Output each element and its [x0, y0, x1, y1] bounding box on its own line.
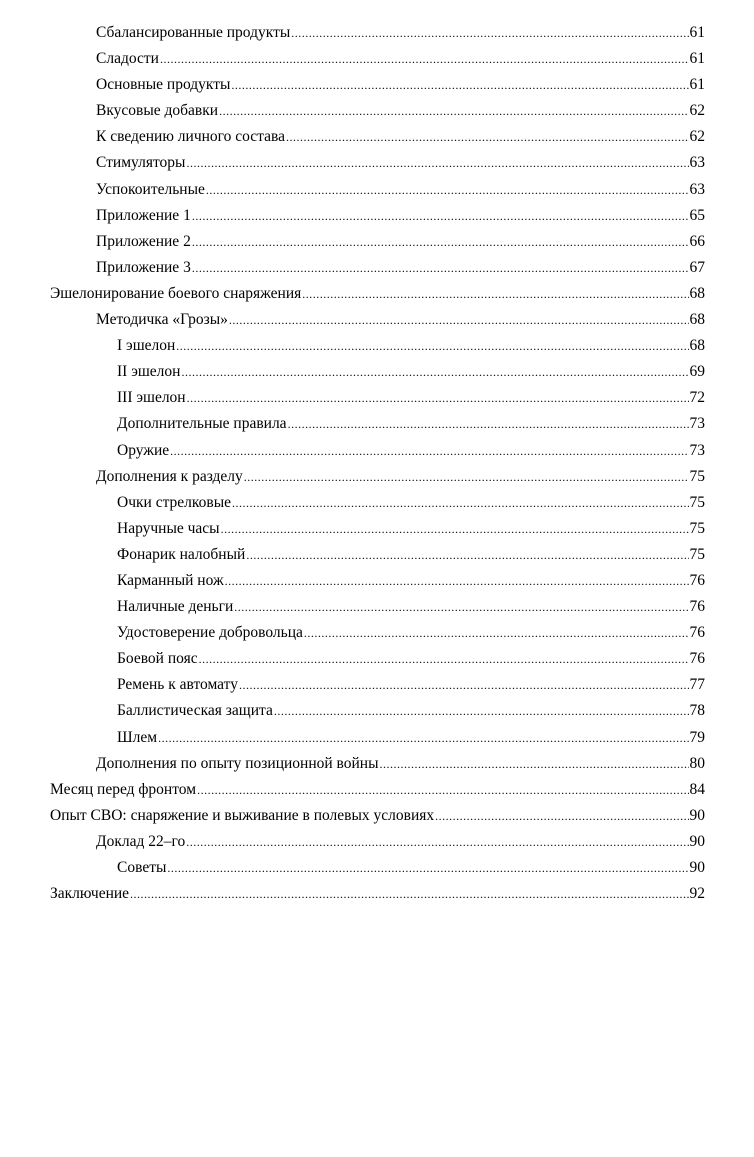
- toc-entry-line: [117, 725, 705, 751]
- toc-entry-line: [117, 620, 705, 646]
- toc-entry-page-number: 76: [689, 650, 705, 668]
- toc-entry-title: Дополнения по опыту позиционной войны: [96, 754, 379, 772]
- dot-leader: [130, 881, 688, 907]
- toc-entry-page-number: 84: [689, 780, 705, 798]
- toc-entry-page-number: 76: [689, 624, 705, 642]
- toc-entry-line: [96, 46, 705, 72]
- dot-leader: [302, 281, 688, 307]
- toc-entry-title: Удостоверение добровольца: [117, 624, 303, 642]
- toc-entry[interactable]: [0, 150, 754, 176]
- toc-entry[interactable]: [0, 255, 754, 281]
- dot-leader: [170, 438, 688, 464]
- toc-entry[interactable]: [0, 542, 754, 568]
- toc-entry-page-number: 65: [689, 206, 705, 224]
- toc-entry-page-number: 80: [689, 754, 705, 772]
- table-of-contents: [0, 20, 754, 907]
- dot-leader: [158, 725, 688, 751]
- toc-entry-title: Дополнительные правила: [117, 415, 287, 433]
- toc-entry-line: [96, 150, 705, 176]
- toc-entry[interactable]: [0, 307, 754, 333]
- toc-entry-title: Дополнения к разделу: [96, 467, 243, 485]
- toc-entry-line: [50, 803, 705, 829]
- toc-entry-line: [96, 229, 705, 255]
- toc-entry-page-number: 77: [689, 676, 705, 694]
- dot-leader: [192, 203, 689, 229]
- toc-entry-line: [50, 881, 705, 907]
- toc-entry-title: Доклад 22–го: [96, 832, 186, 850]
- toc-entry-title: Наличные деньги: [117, 598, 234, 616]
- toc-entry-line: [117, 855, 705, 881]
- toc-entry-title: Опыт СВО: снаряжение и выживание в полевых условиях: [50, 806, 435, 824]
- toc-entry-title: Советы: [117, 859, 167, 876]
- dot-leader: [291, 20, 688, 46]
- toc-entry-page-number: 79: [689, 728, 705, 746]
- toc-entry-page-number: 75: [689, 493, 705, 511]
- toc-entry-title: Наручные часы: [117, 519, 220, 537]
- toc-entry-title: Стимуляторы: [96, 154, 186, 172]
- toc-entry-line: [96, 255, 705, 281]
- toc-entry-title: Эшелонирование боевого снаряжения: [50, 284, 302, 302]
- toc-entry[interactable]: [0, 490, 754, 516]
- toc-entry-page-number: 76: [689, 598, 705, 616]
- toc-entry-page-number: 66: [689, 232, 705, 250]
- dot-leader: [199, 646, 689, 672]
- toc-entry-title: Приложение 3: [96, 258, 191, 276]
- dot-leader: [234, 594, 688, 620]
- toc-entry-page-number: 63: [689, 180, 705, 198]
- toc-entry-title: К сведению личного состава: [96, 128, 286, 146]
- toc-entry-title: Вкусовые добавки: [96, 102, 219, 120]
- toc-entry[interactable]: [0, 672, 754, 698]
- toc-entry[interactable]: [0, 177, 754, 203]
- toc-entry-page-number: 68: [689, 311, 705, 329]
- toc-entry-page-number: 90: [689, 806, 705, 824]
- toc-entry-line: [96, 72, 705, 98]
- toc-entry-title: II эшелон: [117, 363, 181, 381]
- toc-entry-title: Методичка «Грозы»: [96, 311, 228, 329]
- toc-entry[interactable]: [0, 725, 754, 751]
- toc-entry-line: [117, 516, 705, 542]
- toc-entry-line: [96, 829, 705, 855]
- toc-entry-page-number: 68: [689, 284, 705, 302]
- toc-entry-title: Заключение: [50, 885, 130, 903]
- toc-entry[interactable]: [0, 698, 754, 724]
- toc-entry[interactable]: [0, 229, 754, 255]
- toc-entry-title: III эшелон: [117, 389, 186, 407]
- toc-entry-title: Месяц перед фронтом: [50, 780, 197, 798]
- toc-entry[interactable]: [0, 464, 754, 490]
- toc-entry[interactable]: [0, 98, 754, 124]
- toc-entry[interactable]: [0, 855, 754, 881]
- dot-leader: [181, 359, 688, 385]
- toc-entry-title: Карманный нож: [117, 571, 224, 589]
- toc-entry[interactable]: [0, 568, 754, 594]
- toc-entry-page-number: 68: [689, 337, 705, 355]
- toc-entry[interactable]: [0, 803, 754, 829]
- dot-leader: [244, 464, 689, 490]
- toc-entry-page-number: 76: [689, 571, 705, 589]
- toc-entry-title: I эшелон: [117, 337, 176, 355]
- toc-entry-line: [117, 385, 705, 411]
- toc-entry-line: [96, 464, 705, 490]
- toc-entry-line: [117, 490, 705, 516]
- toc-entry-title: Боевой пояс: [117, 650, 198, 668]
- dot-leader: [187, 385, 689, 411]
- toc-entry[interactable]: [0, 646, 754, 672]
- toc-entry-line: [50, 281, 705, 307]
- toc-entry-page-number: 69: [689, 363, 705, 381]
- toc-entry[interactable]: [0, 333, 754, 359]
- toc-entry-page-number: 73: [689, 415, 705, 433]
- toc-entry-line: [117, 646, 705, 672]
- dot-leader: [192, 229, 689, 255]
- dot-leader: [225, 568, 689, 594]
- dot-leader: [231, 72, 688, 98]
- toc-entry-line: [50, 777, 705, 803]
- toc-entry[interactable]: [0, 385, 754, 411]
- toc-entry-page-number: 62: [689, 128, 705, 146]
- toc-entry-line: [117, 438, 705, 464]
- toc-entry-page-number: 61: [689, 24, 705, 41]
- toc-entry-title: Очки стрелковые: [117, 493, 232, 511]
- dot-leader: [232, 490, 688, 516]
- dot-leader: [304, 620, 689, 646]
- dot-leader: [286, 124, 688, 150]
- toc-entry-page-number: 90: [689, 832, 705, 850]
- dot-leader: [221, 516, 689, 542]
- toc-entry[interactable]: [0, 777, 754, 803]
- toc-entry-line: [117, 672, 705, 698]
- toc-entry-title: Основные продукты: [96, 76, 231, 94]
- toc-entry-line: [117, 411, 705, 437]
- dot-leader: [380, 751, 689, 777]
- dot-leader: [186, 829, 688, 855]
- toc-entry-title: Ремень к автомату: [117, 676, 238, 694]
- toc-entry[interactable]: [0, 516, 754, 542]
- toc-entry-page-number: 67: [689, 258, 705, 276]
- toc-entry-title: Приложение 2: [96, 232, 191, 250]
- toc-entry-page-number: 72: [689, 389, 705, 407]
- toc-entry-line: [96, 98, 705, 124]
- dot-leader: [176, 333, 688, 359]
- toc-entry-page-number: 75: [689, 519, 705, 537]
- toc-entry[interactable]: [0, 881, 754, 907]
- toc-entry-line: [117, 359, 705, 385]
- toc-entry-line: [96, 203, 705, 229]
- dot-leader: [192, 255, 689, 281]
- toc-entry-line: [117, 568, 705, 594]
- toc-entry[interactable]: [0, 620, 754, 646]
- toc-entry-page-number: 75: [689, 545, 705, 563]
- dot-leader: [274, 698, 689, 724]
- dot-leader: [435, 803, 688, 829]
- toc-entry[interactable]: [0, 829, 754, 855]
- toc-entry[interactable]: [0, 20, 754, 46]
- toc-entry-line: [96, 307, 705, 333]
- toc-entry-title: Сладости: [96, 50, 159, 68]
- toc-entry[interactable]: [0, 359, 754, 385]
- toc-entry-line: [96, 751, 705, 777]
- toc-entry-title: Оружие: [117, 441, 170, 459]
- toc-entry-page-number: 62: [689, 102, 705, 120]
- toc-entry[interactable]: [0, 203, 754, 229]
- toc-entry[interactable]: [0, 281, 754, 307]
- toc-entry[interactable]: [0, 438, 754, 464]
- toc-entry-line: [117, 594, 705, 620]
- toc-entry-title: Фонарик налобный: [117, 545, 246, 563]
- dot-leader: [197, 777, 688, 803]
- toc-entry-title: Шлем: [117, 728, 158, 746]
- toc-entry[interactable]: [0, 72, 754, 98]
- toc-entry-page-number: 73: [689, 441, 705, 459]
- dot-leader: [167, 855, 688, 881]
- toc-entry-page-number: 92: [689, 885, 705, 903]
- toc-entry-page-number: 75: [689, 467, 705, 485]
- toc-entry-line: [117, 542, 705, 568]
- toc-entry-title: Баллистическая защита: [117, 702, 273, 720]
- toc-entry-title: Приложение 1: [96, 206, 191, 224]
- dot-leader: [239, 672, 689, 698]
- toc-entry-page-number: 61: [689, 76, 705, 94]
- toc-entry[interactable]: [0, 751, 754, 777]
- toc-entry-page-number: 90: [689, 859, 705, 876]
- toc-entry-page-number: 78: [689, 702, 705, 720]
- dot-leader: [288, 411, 689, 437]
- dot-leader: [186, 150, 688, 176]
- dot-leader: [160, 46, 689, 72]
- dot-leader: [206, 177, 689, 203]
- toc-entry[interactable]: [0, 594, 754, 620]
- toc-entry-title: Сбалансированные продукты: [96, 24, 291, 41]
- dot-leader: [246, 542, 688, 568]
- toc-entry-line: [96, 177, 705, 203]
- toc-entry[interactable]: [0, 46, 754, 72]
- toc-entry-page-number: 63: [689, 154, 705, 172]
- toc-entry-line: [96, 20, 705, 46]
- toc-entry[interactable]: [0, 411, 754, 437]
- toc-entry-page-number: 61: [689, 50, 705, 68]
- toc-entry-line: [117, 333, 705, 359]
- toc-entry-line: [96, 124, 705, 150]
- dot-leader: [219, 98, 688, 124]
- toc-entry[interactable]: [0, 124, 754, 150]
- dot-leader: [229, 307, 689, 333]
- toc-entry-title: Успокоительные: [96, 180, 205, 198]
- toc-entry-line: [117, 698, 705, 724]
